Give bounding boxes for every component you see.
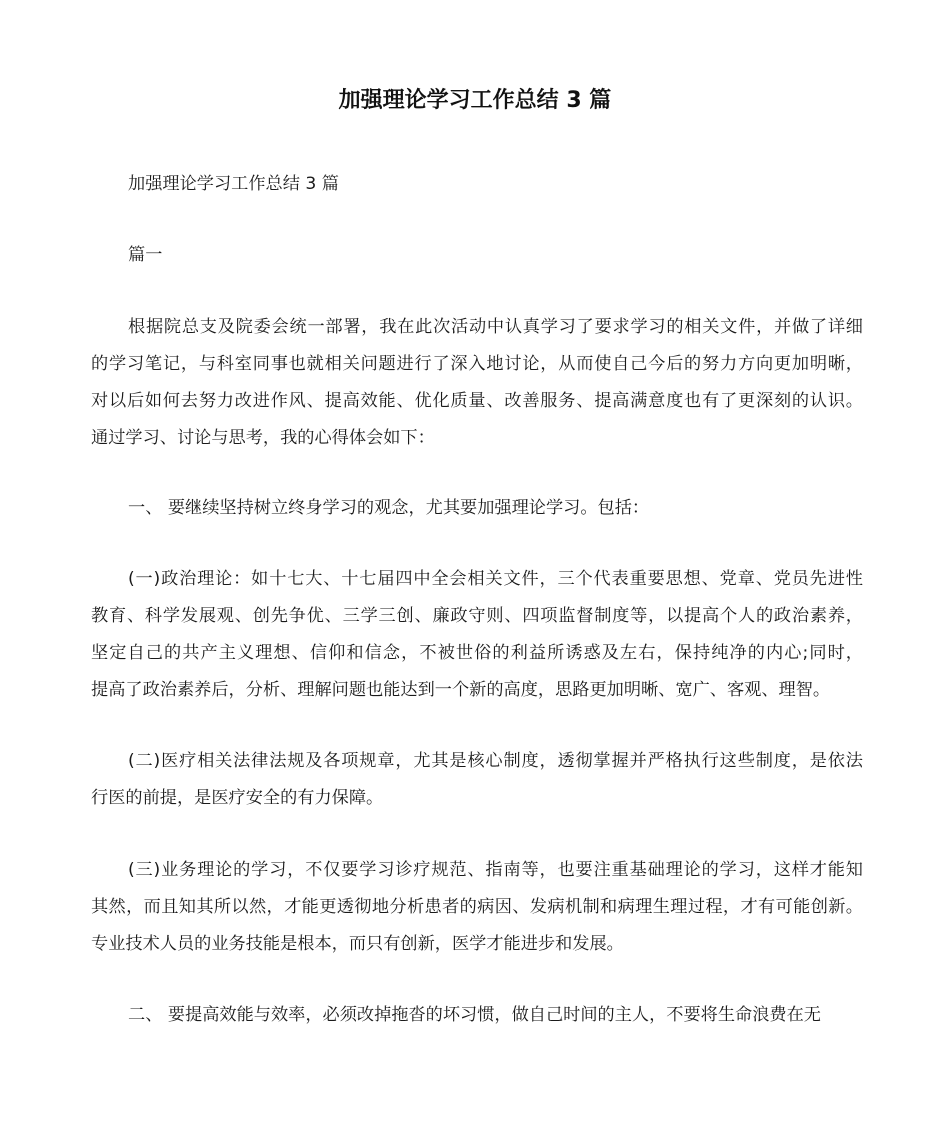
document-title: 加强理论学习工作总结 3 篇 bbox=[338, 88, 612, 113]
paragraph-line: 坚定自己的共产主义理想、信仰和信念，不被世俗的利益所诱惑及左右，保持纯净的内心;同时， bbox=[91, 643, 863, 663]
heading-point-two bbox=[91, 997, 863, 1034]
paragraph-line: 其然，而且知其所以然，才能更透彻地分析患者的病因、发病机制和病理生理过程，才有可能创新。 bbox=[91, 897, 863, 917]
paragraph-line: 行医的前提，是医疗安全的有力保障。 bbox=[91, 788, 384, 808]
paragraph-line: (一)政治理论：如十七大、十七届四中全会相关文件，三个代表重要思想、党章、党员先进性 bbox=[128, 569, 863, 589]
paragraph-line: 根据院总支及院委会统一部署，我在此次活动中认真学习了要求学习的相关文件，并做了详细 bbox=[128, 317, 863, 337]
document-subtitle: 加强理论学习工作总结 3 篇 bbox=[128, 174, 339, 194]
paragraph-line: 提高了政治素养后，分析、理解问题也能达到一个新的高度，思路更加明晰、宽广、客观、理智。 bbox=[91, 680, 831, 700]
paragraph-line: 专业技术人员的业务技能是根本，而只有创新，医学才能进步和发展。 bbox=[91, 934, 624, 954]
paragraph-line: 的学习笔记，与科室同事也就相关问题进行了深入地讨论，从而使自己今后的努力方向更加明晰， bbox=[91, 354, 863, 374]
paragraph-intro bbox=[91, 309, 863, 457]
paragraph-line: (三)业务理论的学习，不仅要学习诊疗规范、指南等，也要注重基础理论的学习，这样才能知 bbox=[128, 860, 863, 880]
paragraph-line: 二、 要提高效能与效率，必须改掉拖沓的坏习惯，做自己时间的主人，不要将生命浪费在无 bbox=[128, 1005, 821, 1025]
paragraph-line: 教育、科学发展观、创先争优、三学三创、廉政守则、四项监督制度等，以提高个人的政治素养， bbox=[91, 606, 863, 626]
paragraph-line: (二)医疗相关法律法规及各项规章，尤其是核心制度，透彻掌握并严格执行这些制度，是依法 bbox=[128, 751, 863, 771]
paragraph-line: 对以后如何去努力改进作风、提高效能、优化质量、改善服务、提高满意度也有了更深刻的认识。 bbox=[91, 391, 863, 411]
heading-point-one: 一、 要继续坚持树立终身学习的观念，尤其要加强理论学习。包括： bbox=[128, 498, 650, 518]
paragraph-professional-theory bbox=[91, 852, 863, 963]
paragraph-line: 通过学习、讨论与思考，我的心得体会如下： bbox=[91, 428, 435, 448]
paragraph-medical-regulations bbox=[91, 743, 863, 817]
paragraph-political-theory bbox=[91, 561, 863, 709]
section-label: 篇一 bbox=[128, 245, 163, 265]
